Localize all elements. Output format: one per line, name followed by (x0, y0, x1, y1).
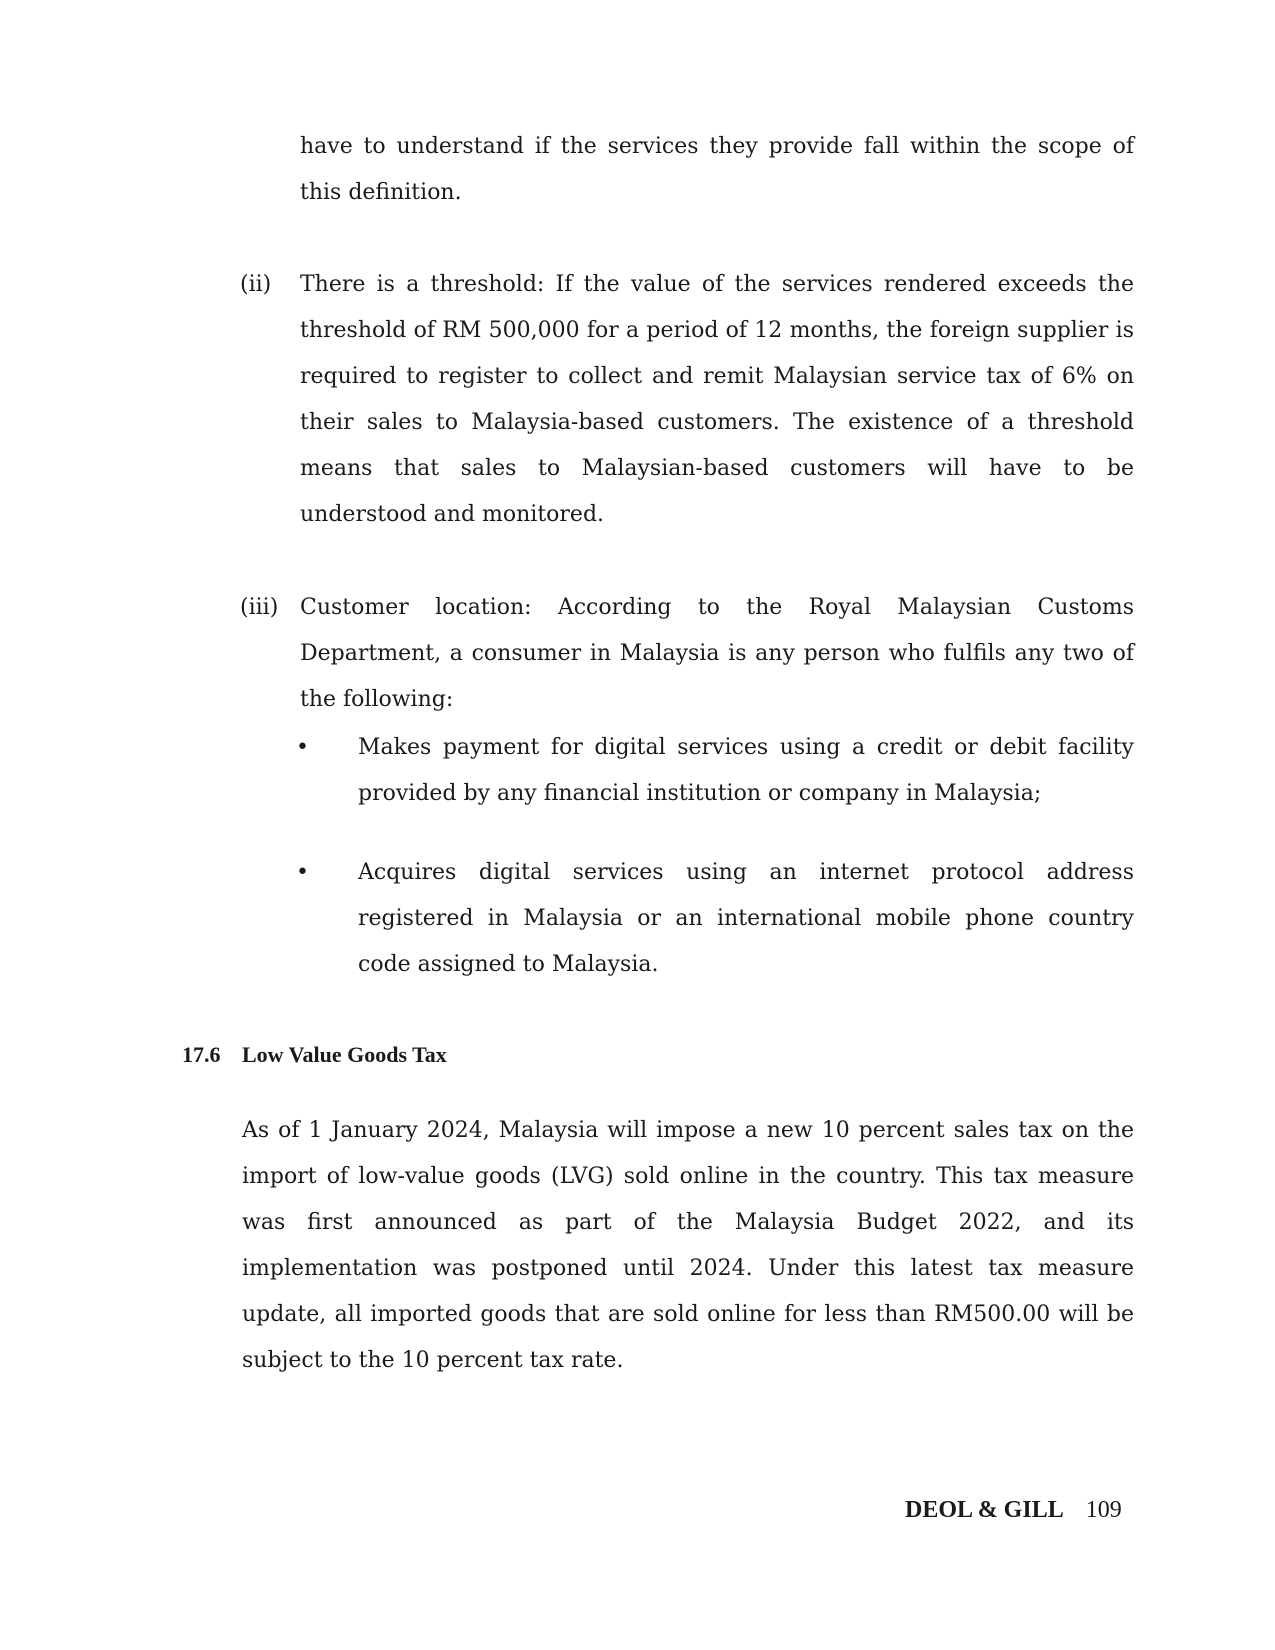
section-body-paragraph: As of 1 January 2024, Malaysia will impose a new 10 percent sales tax on the import of low-value goods (LVG) sold online in the country. This tax measure was first announced as part of the Malaysia Budget 2022, and its implementation was postponed until 2024. Under this latest tax measure update, all imported goods that are sold online for less than RM500.00 will be subject to the 10 percent tax rate. (242, 1118, 1134, 1373)
list-item-iii-text: Customer location: According to the Royal Malaysian Customs Department, a consumer in Malaysia is any person who fulfils any two of the following: (300, 595, 1134, 712)
bullet-item-payment: Makes payment for digital services using a credit or debit facility provided by any financial institution or company in Malaysia; (358, 735, 1134, 806)
bullet-icon: • (296, 735, 309, 760)
list-item-ii-text: There is a threshold: If the value of the services rendered exceeds the threshold of RM 500,000 for a period of 12 months, the foreign supplier is required to register to collect and remit Malaysian service tax of 6% on their sales to Malaysia-based customers. The existence of a threshold means that sales to Malaysian-based customers will have to be understood and monitored. (300, 272, 1134, 527)
page-footer (905, 1497, 1122, 1524)
bullet-icon: • (296, 860, 309, 885)
footer-brand: DEOL & GILL (905, 1497, 1064, 1523)
section-heading (182, 1035, 447, 1075)
bullet-item-ip-address: Acquires digital services using an internet protocol address registered in Malaysia or an international mobile phone country code assigned to Malaysia. (358, 860, 1134, 977)
section-title: Low Value Goods Tax (242, 1042, 447, 1067)
list-marker-iii: (iii) (240, 595, 279, 620)
continuation-paragraph: have to understand if the services they provide fall within the scope of this definition. (300, 134, 1134, 205)
list-marker-ii: (ii) (240, 272, 272, 297)
section-number: 17.6 (182, 1042, 221, 1067)
page-number: 109 (1085, 1497, 1122, 1523)
